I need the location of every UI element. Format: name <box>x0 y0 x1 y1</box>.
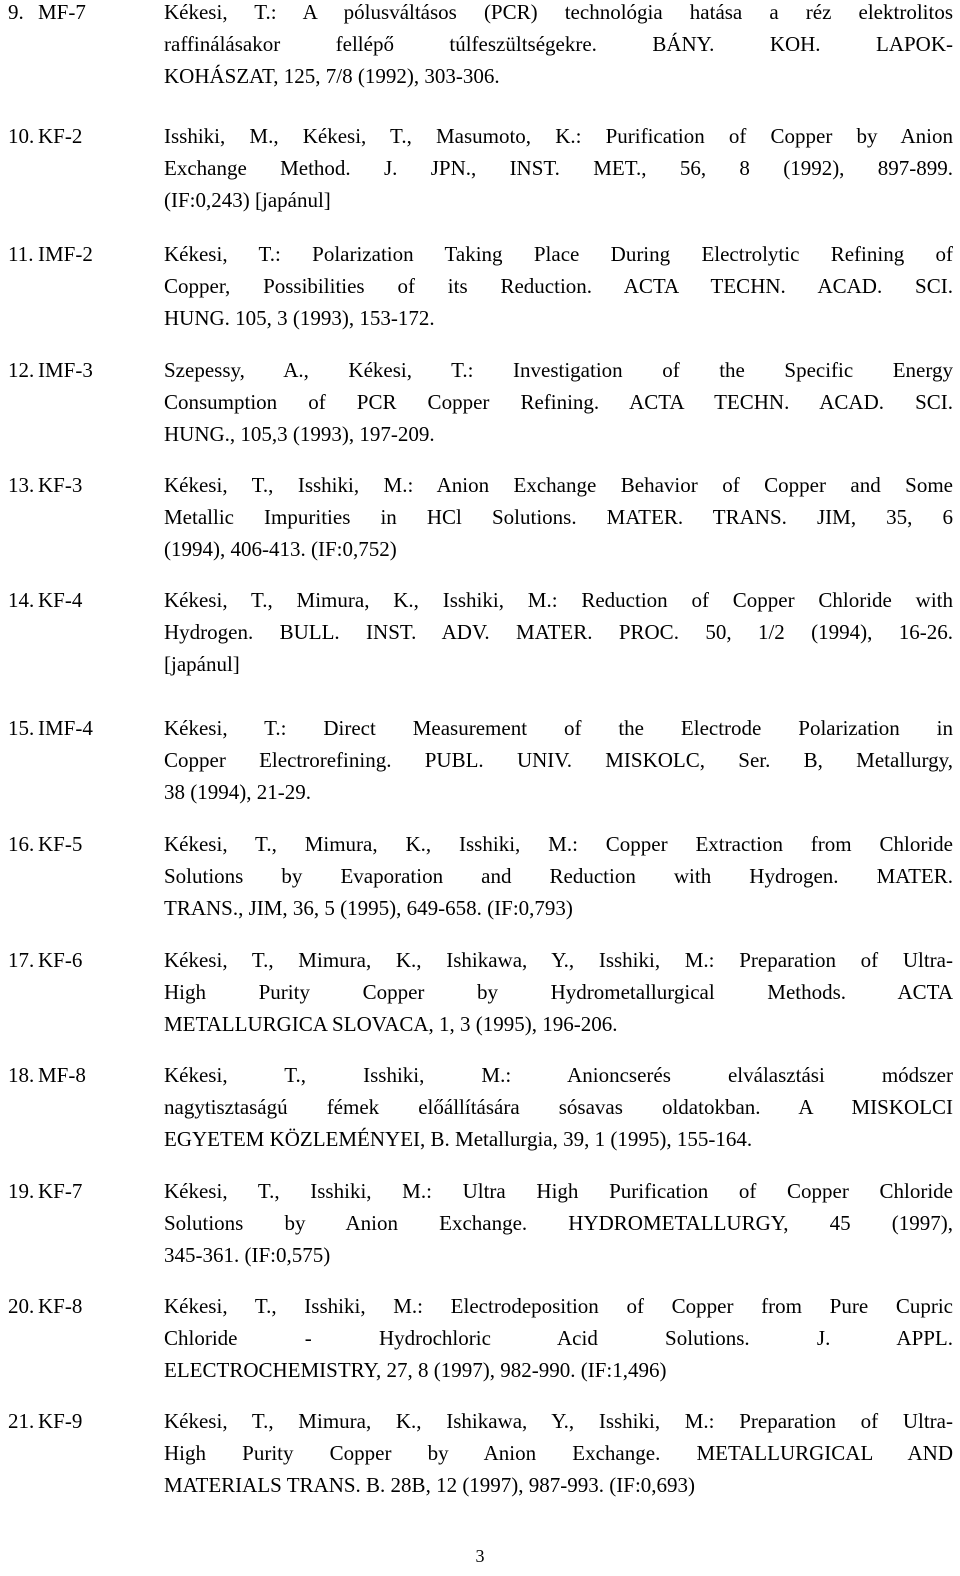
reference-line: [japánul] <box>164 652 240 676</box>
reference-line: KOHÁSZAT, 125, 7/8 (1992), 303-306. <box>164 64 500 88</box>
entry-code: MF-7 <box>38 0 86 24</box>
entry-number: 9. <box>8 0 24 24</box>
entry-code: KF-4 <box>38 588 83 612</box>
entry-number: 21. <box>8 1409 35 1433</box>
reference-text <box>164 584 953 680</box>
reference-line: Kékesi, T., Mimura, K., Isshiki, M.: Reduction of Copper Chloride with <box>164 588 953 612</box>
reference-text <box>164 1405 953 1501</box>
reference-text <box>164 1059 953 1155</box>
reference-text <box>164 1175 953 1271</box>
reference-line: Solutions by Evaporation and Reduction with Hydrogen. MATER. <box>164 864 953 888</box>
reference-line: Kékesi, T., Isshiki, M.: Electrodeposition of Copper from Pure Cupric <box>164 1294 953 1318</box>
entry-code: KF-5 <box>38 832 83 856</box>
reference-line: Metallic Impurities in HCl Solutions. MATER. TRANS. JIM, 35, 6 <box>164 505 953 529</box>
reference-line: Kékesi, T., Isshiki, M.: Ultra High Purification of Copper Chloride <box>164 1179 953 1203</box>
reference-line: Isshiki, M., Kékesi, T., Masumoto, K.: Purification of Copper by Anion <box>164 124 953 148</box>
reference-line: Copper, Possibilities of its Reduction. ACTA TECHN. ACAD. SCI. <box>164 274 953 298</box>
reference-line: Chloride - Hydrochloric Acid Solutions. J. APPL. <box>164 1326 953 1350</box>
page-number: 3 <box>475 1546 485 1566</box>
reference-line: ELECTROCHEMISTRY, 27, 8 (1997), 982-990. (IF:1,496) <box>164 1358 667 1382</box>
reference-line: Szepessy, A., Kékesi, T.: Investigation of the Specific Energy <box>164 358 953 382</box>
entry-number: 16. <box>8 832 35 856</box>
entry-number: 11. <box>8 242 34 266</box>
entry-code: KF-8 <box>38 1294 83 1318</box>
reference-text <box>164 828 953 924</box>
reference-line: EGYETEM KÖZLEMÉNYEI, B. Metallurgia, 39, 1 (1995), 155-164. <box>164 1127 753 1151</box>
reference-line: Kékesi, T., Isshiki, M.: Anion Exchange Behavior of Copper and Some <box>164 473 953 497</box>
entry-code: KF-7 <box>38 1179 83 1203</box>
reference-line: nagytisztaságú fémek előállítására sósavas oldatokban. A MISKOLCI <box>164 1095 953 1119</box>
reference-line: Copper Electrorefining. PUBL. UNIV. MISKOLC, Ser. B, Metallurgy, <box>164 748 953 772</box>
reference-line: Exchange Method. J. JPN., INST. MET., 56, 8 (1992), 897-899. <box>164 156 953 180</box>
reference-line: (IF:0,243) [japánul] <box>164 188 331 212</box>
reference-line: Consumption of PCR Copper Refining. ACTA TECHN. ACAD. SCI. <box>164 390 953 414</box>
entry-number: 18. <box>8 1063 35 1087</box>
reference-text <box>164 944 953 1040</box>
entry-code: KF-2 <box>38 124 83 148</box>
reference-line: raffinálásakor fellépő túlfeszültségekre. BÁNY. KOH. LAPOK- <box>164 32 953 56</box>
entry-number: 19. <box>8 1179 35 1203</box>
reference-line: 38 (1994), 21-29. <box>164 780 311 804</box>
reference-text <box>164 354 953 450</box>
reference-line: (1994), 406-413. (IF:0,752) <box>164 537 397 561</box>
reference-line: 345-361. (IF:0,575) <box>164 1243 331 1267</box>
entry-code: IMF-3 <box>38 358 93 382</box>
reference-line: High Purity Copper by Anion Exchange. METALLURGICAL AND <box>164 1441 953 1465</box>
reference-line: Kékesi, T.: Polarization Taking Place During Electrolytic Refining of <box>164 242 953 266</box>
reference-line: Kékesi, T.: A pólusváltásos (PCR) technológia hatása a réz elektrolitos <box>164 0 953 24</box>
reference-text <box>164 1290 953 1386</box>
reference-line: METALLURGICA SLOVACA, 1, 3 (1995), 196-206. <box>164 1012 618 1036</box>
entry-code: MF-8 <box>38 1063 86 1087</box>
reference-line: HUNG., 105,3 (1993), 197-209. <box>164 422 435 446</box>
reference-line: Kékesi, T., Mimura, K., Ishikawa, Y., Isshiki, M.: Preparation of Ultra- <box>164 1409 953 1433</box>
reference-line: Kékesi, T.: Direct Measurement of the Electrode Polarization in <box>164 716 953 740</box>
entry-code: IMF-4 <box>38 716 93 740</box>
reference-line: High Purity Copper by Hydrometallurgical Methods. ACTA <box>164 980 953 1004</box>
reference-line: Kékesi, T., Mimura, K., Ishikawa, Y., Isshiki, M.: Preparation of Ultra- <box>164 948 953 972</box>
reference-text <box>164 238 953 334</box>
entry-number: 10. <box>8 124 35 148</box>
entry-number: 12. <box>8 358 35 382</box>
reference-line: MATERIALS TRANS. B. 28B, 12 (1997), 987-993. (IF:0,693) <box>164 1473 696 1497</box>
entry-number: 15. <box>8 716 35 740</box>
entry-code: KF-9 <box>38 1409 83 1433</box>
reference-text <box>164 0 953 92</box>
reference-line: TRANS., JIM, 36, 5 (1995), 649-658. (IF:0,793) <box>164 896 573 920</box>
entry-number: 20. <box>8 1294 35 1318</box>
entry-code: KF-3 <box>38 473 83 497</box>
reference-line: Hydrogen. BULL. INST. ADV. MATER. PROC. 50, 1/2 (1994), 16-26. <box>164 620 953 644</box>
reference-line: Kékesi, T., Isshiki, M.: Anioncserés elválasztási módszer <box>164 1063 953 1087</box>
reference-line: HUNG. 105, 3 (1993), 153-172. <box>164 306 435 330</box>
reference-text <box>164 120 953 216</box>
reference-line: Kékesi, T., Mimura, K., Isshiki, M.: Copper Extraction from Chloride <box>164 832 953 856</box>
entry-code: KF-6 <box>38 948 83 972</box>
entry-number: 13. <box>8 473 35 497</box>
entry-number: 17. <box>8 948 35 972</box>
reference-text <box>164 469 953 565</box>
entry-code: IMF-2 <box>38 242 93 266</box>
reference-text <box>164 712 953 808</box>
reference-line: Solutions by Anion Exchange. HYDROMETALLURGY, 45 (1997), <box>164 1211 953 1235</box>
entry-number: 14. <box>8 588 35 612</box>
